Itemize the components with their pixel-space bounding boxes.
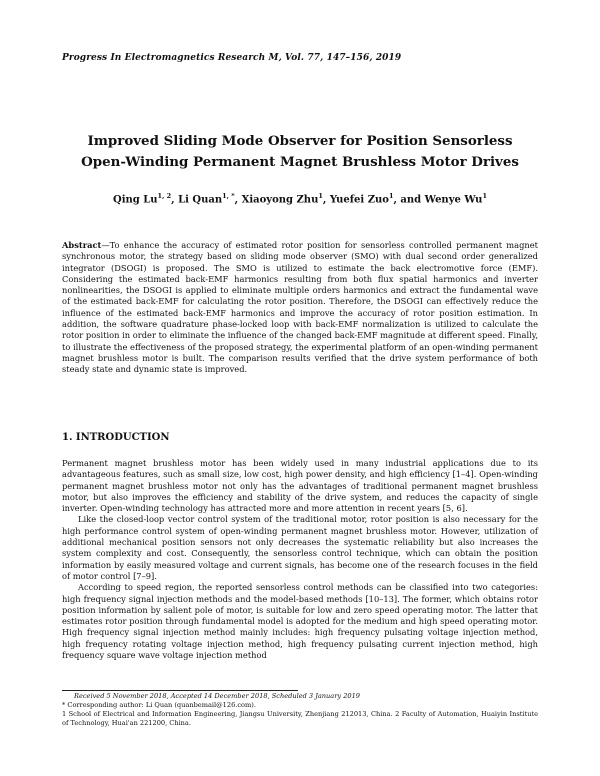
section-heading-introduction: 1. INTRODUCTION xyxy=(62,432,170,443)
author-affiliation: 1, * xyxy=(222,192,235,200)
paragraph: According to speed region, the reported sensorless control methods can be classified into two categories: high frequency signal injection methods and the model-based methods [10–13]. The former, which obtains rotor position information by salient pole of motor, is suitable for low and zero speed operating motor. The latter that estimates rotor position through fundamental model is adopted for the medium and high speed operating motor. High frequency signal injection method mainly includes: high frequency pulsating voltage injection method, high frequency rotating voltage injection method, high frequency pulsating current injection method, high frequency square wave voltage injection method xyxy=(62,582,538,661)
title-line-1: Improved Sliding Mode Observer for Position Sensorless xyxy=(87,133,513,149)
author-name: Xiaoyong Zhu xyxy=(241,194,319,206)
author-affiliation: 1 xyxy=(388,192,394,200)
author-list xyxy=(62,192,538,205)
author-separator: , and xyxy=(393,194,425,206)
abstract-label: Abstract xyxy=(62,240,102,250)
footnotes xyxy=(62,692,538,728)
footnote-divider xyxy=(62,690,298,691)
author-affiliation: 1, 2 xyxy=(157,192,172,200)
paper-title xyxy=(62,131,538,173)
corresponding-author-note: * Corresponding author: Li Quan (quanbemail@126.com). xyxy=(62,701,256,709)
abstract-dash: — xyxy=(101,240,110,250)
author-separator: , xyxy=(171,194,179,206)
author-separator: , xyxy=(234,194,242,206)
author-name: Yuefei Zuo xyxy=(329,194,389,206)
paragraph: Permanent magnet brushless motor has been widely used in many industrial applications due to its advantageous features, such as small size, low cost, high power density, and high efficiency [1–4]. Open-winding permanent magnet brushless motor not only has the advantages of traditional permanent magnet brushless motor, but also improves the efficiency and stability of the drive system, and reduces the capacity of single inverter. Open-winding technology has attracted more and more attention in recent years [5, 6]. xyxy=(62,458,538,514)
introduction-body xyxy=(62,458,538,661)
title-line-2: Open-Winding Permanent Magnet Brushless Motor Drives xyxy=(81,154,519,170)
author-affiliation: 1 xyxy=(318,192,323,200)
abstract-text: To enhance the accuracy of estimated rotor position for sensorless controlled permanent magnet synchronous motor, the strategy based on sliding mode observer (SMO) with dual second order generalized integrator (DSOGI) is proposed. The SMO is utilized to estimate the back electromotive force (EMF). Considering the estimated back-EMF harmonics resulting from both flux spatial harmonics and inverter nonlinearities, the DSOGI is applied to eliminate multiple orders harmonics and extract the fundamental wave of the estimated back-EMF for calculating the rotor position. Therefore, the DSOGI can effectively reduce the influence of the estimated back-EMF harmonics and improve the accuracy of rotor position estimation. In addition, the software quadrature phase-locked loop with back-EMF normalization is utilized to calculate the rotor position in order to eliminate the influence of the changed back-EMF magnitude at different speed. Finally, to illustrate the effectiveness of the proposed strategy, the experimental platform of an open-winding permanent magnet brushless motor is built. The comparison results verified that the drive system performance of both steady state and dynamic state is improved. xyxy=(62,240,538,375)
author-separator: , xyxy=(322,194,330,206)
journal-header: Progress In Electromagnetics Research M, Vol. 77, 147–156, 2019 xyxy=(62,53,402,63)
author-name: Qing Lu xyxy=(112,194,158,206)
abstract xyxy=(62,240,538,376)
affiliations-note: 1 School of Electrical and Information Engineering, Jiangsu University, Zhenjiang 212013, China. 2 Faculty of Automation, Huaiyin Institute of Technology, Huai'an 221200, China. xyxy=(62,710,538,727)
paragraph: Like the closed-loop vector control system of the traditional motor, rotor position is also necessary for the high performance control system of open-winding permanent magnet brushless motor. However, utilization of additional mechanical position sensors not only decreases the systematic reliability but also increases the system complexity and cost. Consequently, the sensorless control technique, which can obtain the position information by easily measured voltage and current signals, has become one of the research focuses in the field of motor control [7–9]. xyxy=(62,514,538,581)
received-dates: Received 5 November 2018, Accepted 14 December 2018, Scheduled 3 January 2019 xyxy=(74,692,360,700)
author-name: Li Quan xyxy=(178,194,223,206)
author-name: Wenye Wu xyxy=(424,194,483,206)
author-affiliation: 1 xyxy=(482,192,487,200)
